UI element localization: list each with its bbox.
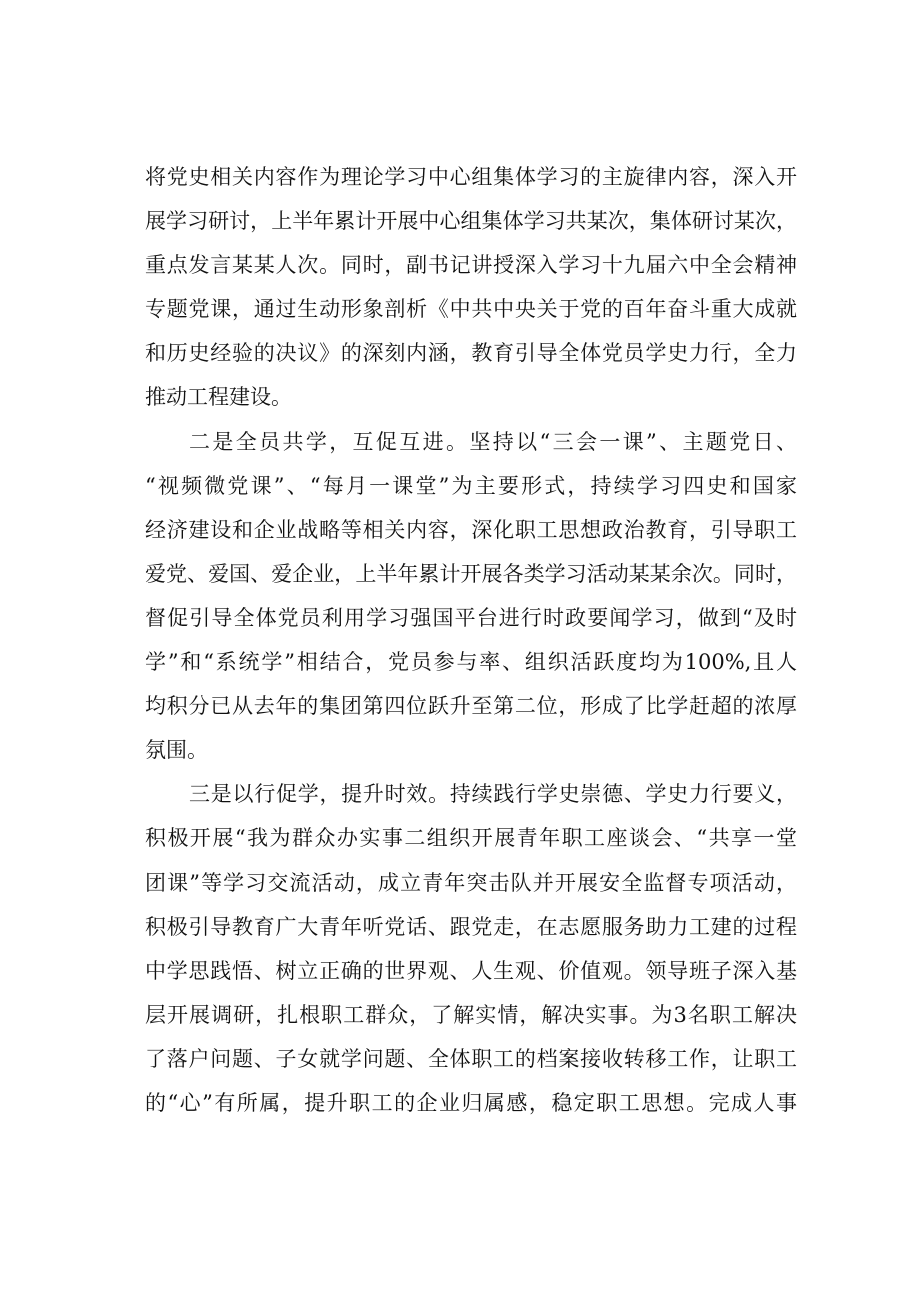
text-line: 了落户问题、子女就学问题、全体职工的档案接收转移工作，让职工 <box>145 1046 797 1071</box>
text-line: 专题党课，通过生动形象剖析《中共中央关于党的百年奋斗重大成就 <box>145 297 797 322</box>
text-line: 中学思践悟、树立正确的世界观、人生观、价值观。领导班子深入基 <box>145 958 797 983</box>
text-line: 推动工程建设。 <box>145 385 292 410</box>
document-page <box>145 155 797 1125</box>
text-line: 的“心”有所属，提升职工的企业归属感，稳定职工思想。完成人事 <box>145 1090 797 1115</box>
text-line: 均积分已从去年的集团第四位跃升至第二位，形成了比学赶超的浓厚 <box>145 694 797 719</box>
text-line: 积极开展“我为群众办实事二组织开展青年职工座谈会、“共享一堂 <box>145 826 797 851</box>
paragraph <box>145 772 797 1125</box>
text-line: 经济建设和企业战略等相关内容，深化职工思想政治教育，引导职工 <box>145 517 797 542</box>
text-line: 重点发言某某人次。同时，副书记讲授深入学习十九届六中全会精神 <box>145 253 797 278</box>
text-line: 将党史相关内容作为理论学习中心组集体学习的主旋律内容，深入开 <box>145 165 797 189</box>
text-line: 二是全员共学，互促互进。坚持以“三会一课”、主题党日、 <box>189 429 797 454</box>
text-line: 氛围。 <box>145 738 208 763</box>
text-line: 展学习研讨，上半年累计开展中心组集体学习共某次，集体研讨某次， <box>145 209 797 234</box>
text-line: 学”和“系统学”相结合，党员参与率、组织活跃度均为100%,且人 <box>145 650 797 675</box>
text-line: 团课”等学习交流活动，成立青年突击队并开展安全监督专项活动， <box>145 870 797 895</box>
text-line: 三是以行促学，提升时效。持续践行学史崇德、学史力行要义， <box>189 782 797 807</box>
text-line: 积极引导教育广大青年听党话、跟党走，在志愿服务助力工建的过程 <box>145 914 797 939</box>
text-line: 层开展调研，扎根职工群众，了解实情，解决实事。为3名职工解决 <box>145 1002 797 1027</box>
paragraph <box>145 155 797 420</box>
text-line: 和历史经验的决议》的深刻内涵，教育引导全体党员学史力行，全力 <box>145 341 797 366</box>
paragraph <box>145 420 797 773</box>
text-line: 督促引导全体党员利用学习强国平台进行时政要闻学习，做到“及时 <box>145 605 797 630</box>
text-line: 爱党、爱国、爱企业，上半年累计开展各类学习活动某某余次。同时， <box>145 561 797 586</box>
text-line: “视频微党课”、“每月一课堂”为主要形式，持续学习四史和国家 <box>145 473 797 498</box>
